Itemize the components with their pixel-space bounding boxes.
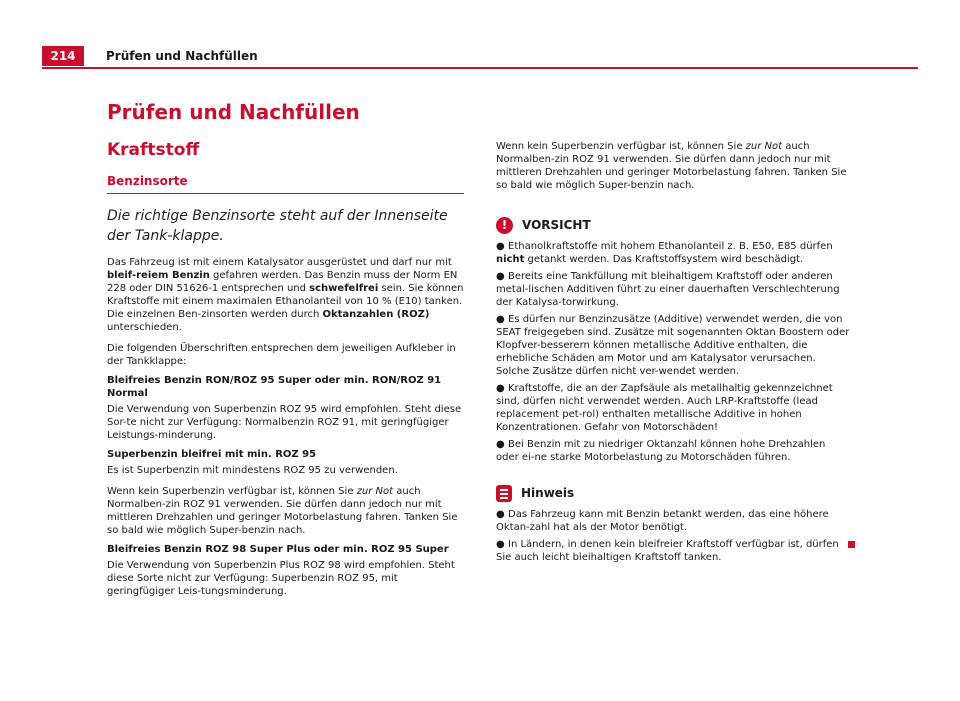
note-bullet-1: ● Das Fahrzeug kann mit Benzin betankt werden, das eine höhere Oktan-zahl hat als der Motor benötigt.	[496, 509, 829, 533]
note-header	[496, 482, 851, 504]
caution-header	[496, 214, 851, 236]
note-title: Hinweis	[521, 486, 575, 500]
fuel-heading-95-91: Bleifreies Benzin RON/ROZ 95 Super oder min. RON/ROZ 91 Normal	[107, 375, 442, 399]
subsection-title: Benzinsorte	[107, 174, 188, 188]
caution-bullet-3: ● Es dürfen nur Benzinzusätze (Additive) verwendet werden, die von SEAT freigegeben sind. Zusätze mit sogenannten Oktan Boostern oder Klopfver-besserern können metallische Additive enthalten, die erhebliche Schäden am Motor und am Katalysator verursachen. Solche Zusätze dürfen nicht ver-wendet werden.	[496, 314, 850, 377]
paragraph-labels: Die folgenden Überschriften entsprechen dem jeweiligen Aufkleber in der Tankklappe:	[107, 343, 456, 367]
paragraph-emergency: Wenn kein Superbenzin verfügbar ist, können Sie zur Not auch Normalben-zin ROZ 91 verwenden. Sie dürfen dann jedoch nur mit mittleren Drehzahlen und geringer Motorbelastung fahren. Tanken Sie so bald wie möglich Super-benzin nach.	[107, 486, 458, 536]
paragraph-emergency-right: Wenn kein Superbenzin verfügbar ist, können Sie zur Not auch Normalben-zin ROZ 91 verwenden. Sie dürfen dann jedoch nur mit mittleren Drehzahlen und geringer Motorbelastung fahren. Tanken Sie so bald wie möglich Super-benzin nach.	[496, 141, 847, 191]
subsection-rule	[107, 193, 464, 194]
page-header	[42, 46, 918, 68]
note-icon	[496, 485, 512, 502]
paragraph-95: Es ist Superbenzin mit mindestens ROZ 95 zu verwenden.	[107, 465, 398, 476]
running-header-title: Prüfen und Nachfüllen	[106, 49, 258, 63]
note-bullet-2: ● In Ländern, in denen kein bleifreier Kraftstoff verfügbar ist, dürfen Sie auch leicht bleihaltigen Kraftstoff tanken.	[496, 539, 839, 563]
caution-bullet-1: ● Ethanolkraftstoffe mit hohem Ethanolanteil z. B. E50, E85 dürfen nicht getankt werden. Das Kraftstoffsystem wird beschädigt.	[496, 241, 833, 265]
left-column	[107, 98, 464, 598]
paragraph-98-95: Die Verwendung von Superbenzin Plus ROZ 98 wird empfohlen. Steht diese Sorte nicht zur Verfügung: Superbenzin ROZ 95, mit geringfügiger Leis-tungsminderung.	[107, 560, 455, 597]
chapter-title: Prüfen und Nachfüllen	[107, 100, 360, 124]
lead-text: Die richtige Benzinsorte steht auf der Innenseite der Tank-klappe.	[107, 208, 448, 244]
caution-title: VORSICHT	[522, 218, 591, 232]
paragraph-95-91: Die Verwendung von Superbenzin ROZ 95 wird empfohlen. Steht diese Sor-te nicht zur Verfügung: Normalbenzin ROZ 91, mit geringfügiger Leistungs-minderung.	[107, 404, 462, 441]
caution-bullet-5: ● Bei Benzin mit zu niedriger Oktanzahl können hohe Drehzahlen oder ei-ne starke Motorbelastung zu Motorschäden führen.	[496, 439, 826, 463]
page-number: 214	[42, 46, 84, 66]
paragraph-intro: Das Fahrzeug ist mit einem Katalysator ausgerüstet und darf nur mit bleif-reiem Benzin gefahren werden. Das Benzin muss der Norm EN 228 oder DIN 51626-1 entsprechen und schwefelfrei sein. Sie können Kraftstoffe mit einem maximalen Ethanolanteil von 10 % (E10) tanken. Die einzelnen Ben-zinsorten werden durch Oktanzahlen (ROZ) unterschieden.	[107, 257, 464, 333]
header-rule	[42, 67, 918, 69]
section-end-marker	[848, 541, 855, 548]
right-column	[496, 140, 851, 564]
caution-bullet-2: ● Bereits eine Tankfüllung mit bleihaltigem Kraftstoff oder anderen metal-lischen Additiven führt zu einer dauerhaften Verschlechterung der Katalysa-torwirkung.	[496, 271, 840, 308]
section-title: Kraftstoff	[107, 140, 200, 160]
caution-bullet-4: ● Kraftstoffe, die an der Zapfsäule als metallhaltig gekennzeichnet sind, dürfen nicht verwendet werden. Auch LRP-Kraftstoffe (lead replacement pet-rol) enthalten metallische Additive in hohen Konzentrationen. Gefahr von Motorschäden!	[496, 383, 833, 433]
fuel-heading-95: Superbenzin bleifrei mit min. ROZ 95	[107, 449, 317, 460]
fuel-heading-98-95: Bleifreies Benzin ROZ 98 Super Plus oder min. ROZ 95 Super	[107, 544, 449, 555]
warning-exclamation-icon: !	[496, 217, 513, 234]
